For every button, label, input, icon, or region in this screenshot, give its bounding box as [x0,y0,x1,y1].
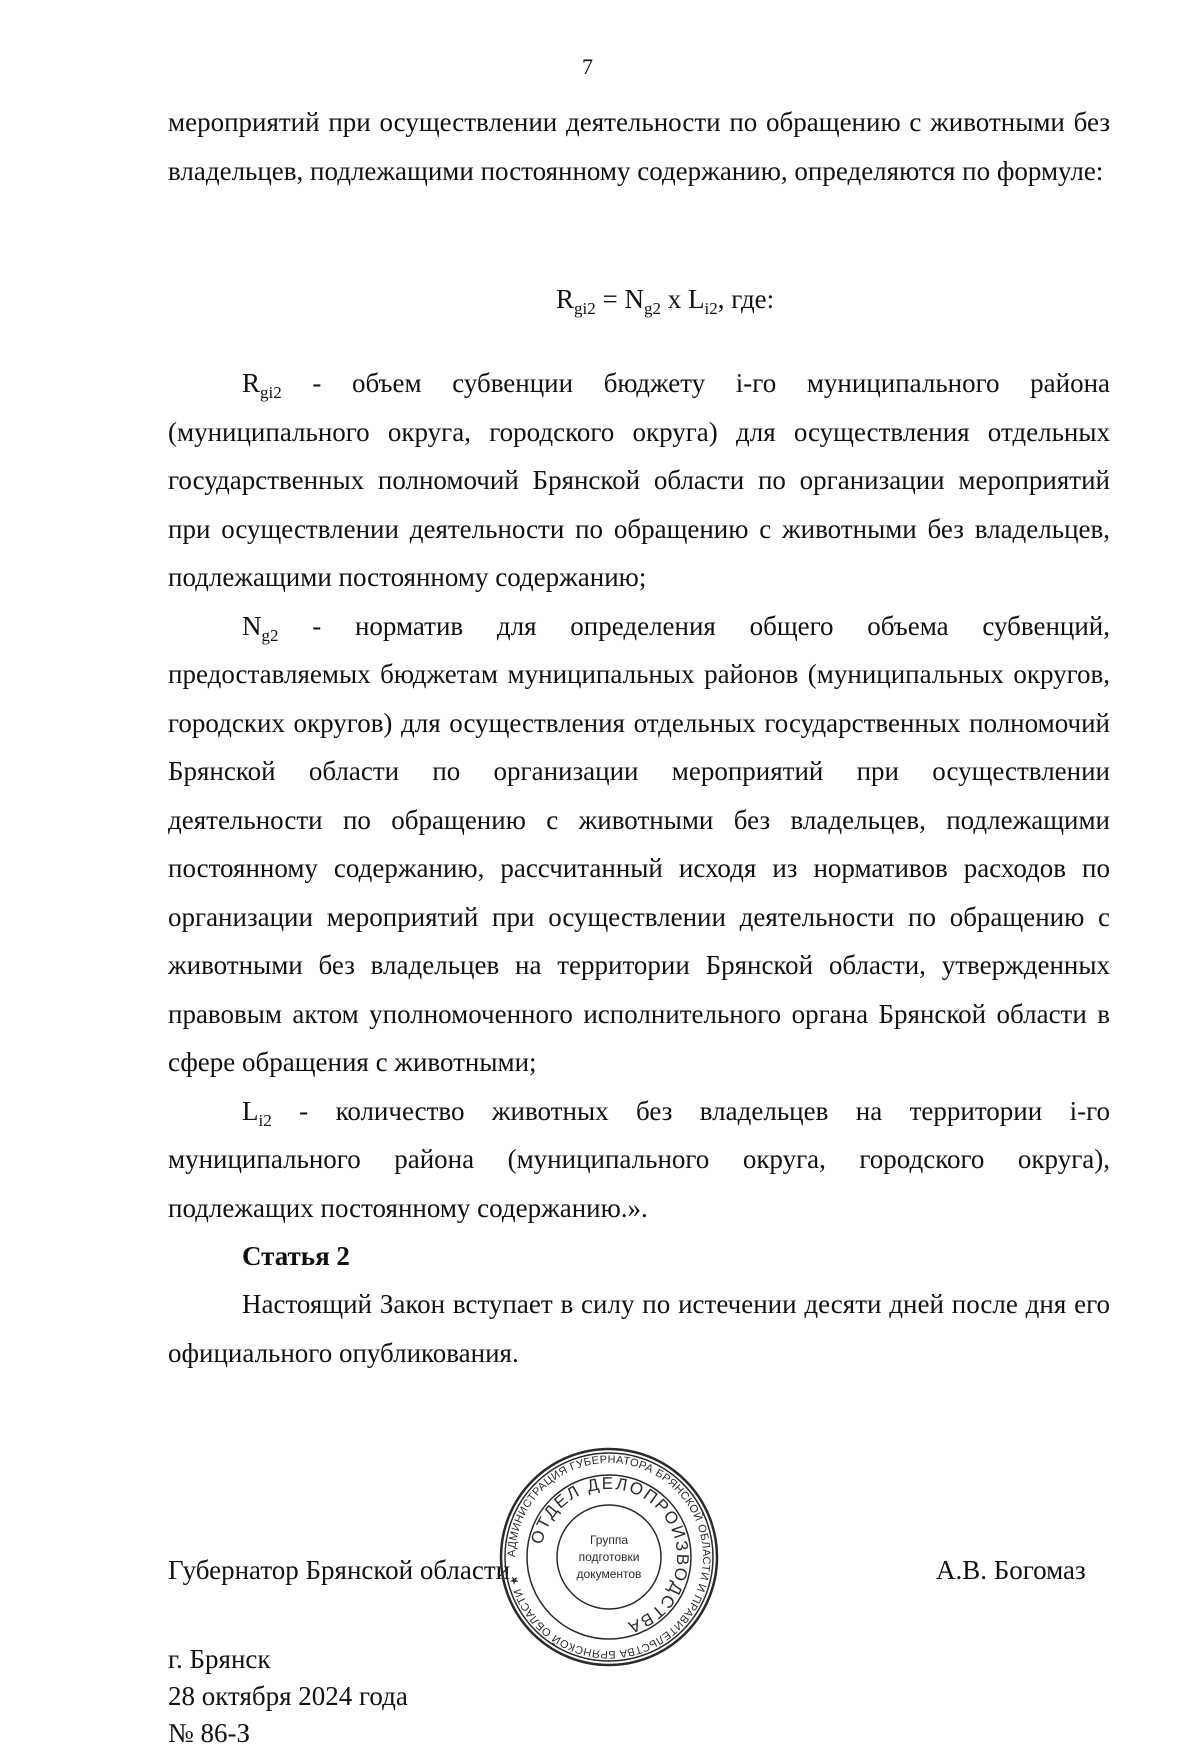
definition-n-text: - норматив для определения общего объема субвенций, предоставляемых бюджетам муниципальных районов (муниципальных округов, городских округов) для осуществления отдельных государственных полномочий Брянской области по организации мероприятий при осуществлении деятельности по обращению с животными без владельцев, подлежащими постоянному содержанию, рассчитанный исходя из нормативов расходов по организации мероприятий при осуществлении деятельности по обращению с животными без владельцев на территории Брянской области, утвержденных правовым актом уполномоченного исполнительного органа Брянской области в сфере обращения с животными; [168,610,1110,1077]
formula [556,284,775,318]
article-heading: Статья 2 [242,1241,350,1271]
stamp-center-line-3: документов [576,1567,642,1581]
stamp-outer-text: АДМИНИСТРАЦИЯ ГУБЕРНАТОРА БРЯНСКОЙ ОБЛАСТИ И ПРАВИТЕЛЬСТВА БРЯНСКОЙ ОБЛАСТИ ★ [505,1453,713,1661]
page-number: 7 [582,54,593,79]
definition-n-sub: g2 [261,625,279,645]
article-text: Настоящий Закон вступает в силу по истечении десяти дней после дня его официального опубликования. [168,1289,1110,1368]
formula-l: L [687,284,705,314]
stamp-center-line-1: Группа [589,1533,629,1547]
signature-position: Губернатор Брянской области [168,1555,511,1585]
official-stamp [498,1446,720,1668]
definition-l-text: - количество животных без владельцев на территории i-го муниципального района (муниципального округа, городского округа), подлежащих постоянному содержанию.». [168,1095,1110,1223]
definition-n [168,602,1110,1087]
definition-r-symbol: R [242,368,261,398]
definition-l-sub: i2 [258,1110,272,1130]
definition-r-text: - объем субвенции бюджету i-го муниципального района (муниципального округа, городского округа) для осуществления отдельных государственных полномочий Брянской области по организации мероприятий при осуществлении деятельности по обращению с животными без владельцев, подлежащими постоянному содержанию; [168,368,1110,592]
formula-n-sub: g2 [643,299,661,318]
definition-l [168,1087,1110,1233]
formula-l-sub: i2 [704,299,718,318]
formula-eq: = [595,284,625,314]
intro-paragraph [168,98,1110,195]
place-date: 28 октября 2024 года [168,1681,408,1711]
intro-text: мероприятий при осуществлении деятельности по обращению с животными без владельцев, подлежащими постоянному содержанию, определяются по формуле: [168,107,1110,186]
place-date-block [168,1641,408,1752]
definitions [168,359,1110,1377]
definition-n-symbol: N [242,610,262,641]
formula-r: R [556,284,575,314]
formula-n: N [624,284,644,314]
place-city: г. Брянск [168,1644,271,1674]
formula-x: x [660,284,688,314]
definition-r [168,359,1110,602]
definition-r-sub: gi2 [260,383,282,402]
formula-tail: , где: [717,284,775,314]
signature-name: А.В. Богомаз [936,1555,1086,1585]
stamp-center-line-2: подготовки [578,1550,640,1564]
stamp-inner-text: ОТДЕЛ ДЕЛОПРОИЗВОДСТВА [527,1473,693,1638]
formula-r-sub: gi2 [574,299,596,318]
definition-l-symbol: L [242,1095,259,1126]
law-number: № 86-З [168,1718,251,1748]
